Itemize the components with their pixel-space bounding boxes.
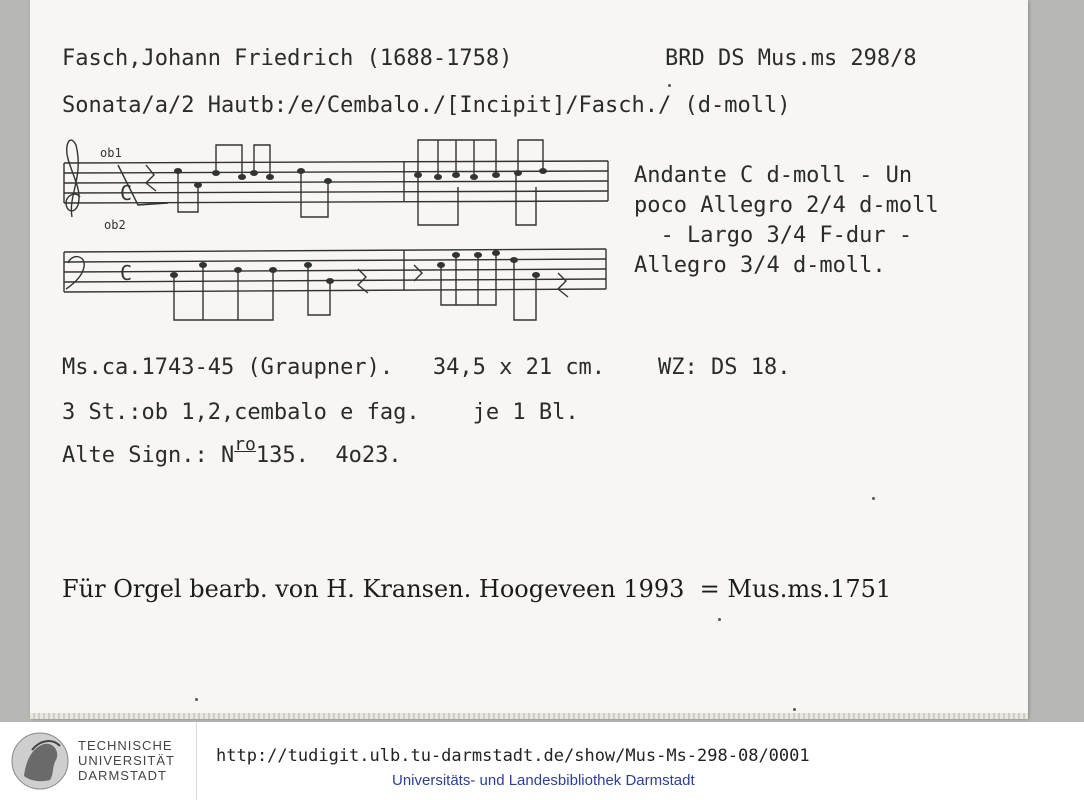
music-incipit bbox=[58, 125, 618, 330]
treble-clef-icon bbox=[66, 140, 80, 217]
old-signature-line bbox=[62, 434, 402, 468]
tempo-line-1: Andante C d-moll - Un bbox=[634, 163, 913, 188]
logo-wordmark bbox=[78, 738, 175, 783]
manuscript-line: Ms.ca.1743-45 (Graupner). 34,5 x 21 cm. WZ: DS 18. bbox=[62, 355, 791, 380]
old-signature-sup: ro bbox=[234, 434, 256, 455]
parts-line: 3 St.:ob 1,2,cembalo e fag. je 1 Bl. bbox=[62, 400, 579, 425]
upper-staff bbox=[64, 161, 608, 203]
logo-line-3: DARMSTADT bbox=[78, 768, 167, 783]
logo-line-1: TECHNISCHE bbox=[78, 738, 173, 753]
paper-speck bbox=[668, 84, 671, 87]
tempo-line-2: poco Allegro 2/4 d-moll bbox=[634, 193, 939, 218]
logo-line-2: UNIVERSITÄT bbox=[78, 753, 175, 768]
tempo-line-3: - Largo 3/4 F-dur - bbox=[634, 223, 913, 248]
oboe1-label: ob1 bbox=[100, 146, 122, 160]
shelfmark: BRD DS Mus.ms 298/8 bbox=[665, 46, 917, 71]
lower-beams bbox=[174, 253, 536, 320]
paper-speck bbox=[793, 708, 796, 711]
tempo-line-4: Allegro 3/4 d-moll. bbox=[634, 253, 886, 278]
composer-line: Fasch,Johann Friedrich (1688-1758) bbox=[62, 46, 513, 71]
organ-arrangement-line: Für Orgel bearb. von H. Kransen. Hoogeveen 1993 = Mus.ms.1751 bbox=[62, 575, 892, 603]
athena-head-icon bbox=[10, 730, 70, 792]
meter-upper: C bbox=[120, 181, 133, 205]
library-name[interactable]: Universitäts- und Landesbibliothek Darmstadt bbox=[392, 772, 695, 789]
card-torn-edge bbox=[30, 713, 1028, 719]
catalog-card bbox=[30, 0, 1028, 718]
paper-speck bbox=[718, 618, 721, 621]
noteheads bbox=[170, 168, 547, 284]
rest-icon bbox=[558, 273, 568, 297]
meter-lower: C bbox=[120, 261, 133, 285]
old-signature-prefix: Alte Sign.: N bbox=[62, 443, 235, 468]
paper-speck bbox=[872, 497, 875, 500]
permalink-url[interactable]: http://tudigit.ulb.tu-darmstadt.de/show/Mus-Ms-298-08/0001 bbox=[216, 746, 810, 766]
lower-staff bbox=[64, 249, 606, 292]
title-line: Sonata/a/2 Hautb:/e/Cembalo./[Incipit]/Fasch./ (d-moll) bbox=[62, 93, 791, 118]
rest-icon bbox=[414, 265, 422, 281]
rest-icon bbox=[146, 165, 156, 191]
footer-bar bbox=[0, 722, 1084, 800]
paper-speck bbox=[195, 698, 198, 701]
tu-darmstadt-logo[interactable] bbox=[0, 722, 197, 800]
oboe2-label: ob2 bbox=[104, 218, 126, 232]
old-signature-suffix: 135. 4o23. bbox=[255, 443, 402, 468]
